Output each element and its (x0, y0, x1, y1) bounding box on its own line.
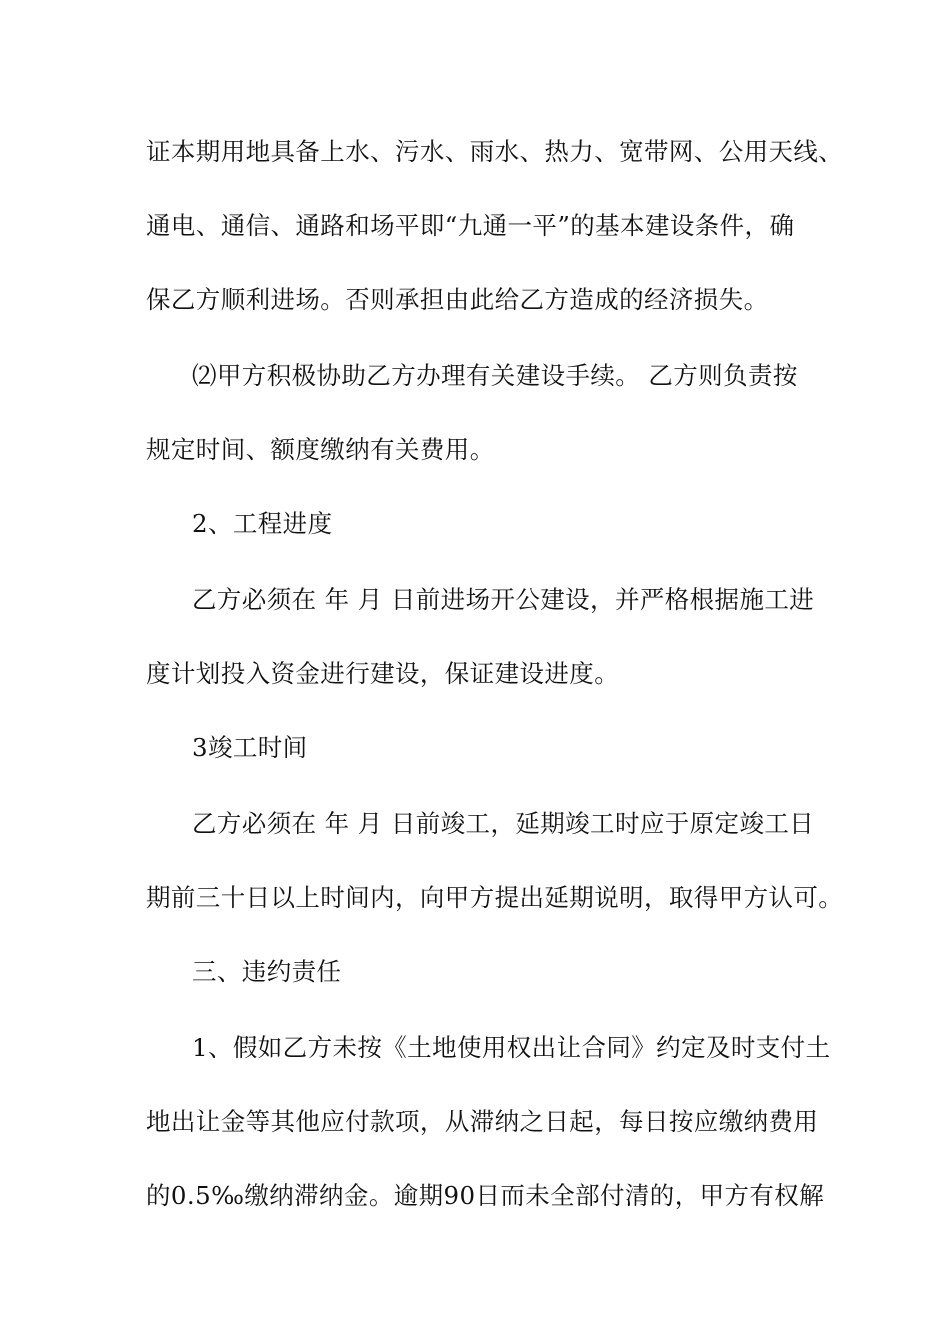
paragraph-line: ⑵甲方积极协助乙方办理有关建设手续。 乙方则负责按 (192, 361, 798, 390)
paragraph-line: 的0.5‰缴纳滞纳金。逾期90日而未全部付清的，甲方有权解 (146, 1181, 825, 1210)
paragraph-line: 乙方必须在 年 月 日前进场开公建设，并严格根据施工进 (192, 585, 815, 614)
paragraph-line: 1、假如乙方未按《土地使用权出让合同》约定及时支付土 (192, 1033, 831, 1062)
paragraph-line: 保乙方顺利进场。否则承担由此给乙方造成的经济损失。 (146, 285, 769, 314)
paragraph-line: 规定时间、额度缴纳有关费用。 (146, 435, 495, 464)
paragraph-line: 度计划投入资金进行建设，保证建设进度。 (146, 659, 620, 688)
section-heading: 三、违约责任 (192, 957, 342, 986)
paragraph-line: 证本期用地具备上水、污水、雨水、热力、宽带网、公用天线、 (146, 137, 844, 166)
section-heading: 3竣工时间 (192, 733, 308, 762)
paragraph-line: 乙方必须在 年 月 日前竣工，延期竣工时应于原定竣工日 (192, 809, 815, 838)
paragraph-line: 地出让金等其他应付款项，从滞纳之日起，每日按应缴纳费用 (146, 1107, 819, 1136)
section-heading: 2、工程进度 (192, 509, 333, 538)
paragraph-line: 期前三十日以上时间内，向甲方提出延期说明，取得甲方认可。 (146, 883, 844, 912)
paragraph-line: 通电、通信、通路和场平即“九通一平”的基本建设条件，确 (146, 211, 795, 240)
